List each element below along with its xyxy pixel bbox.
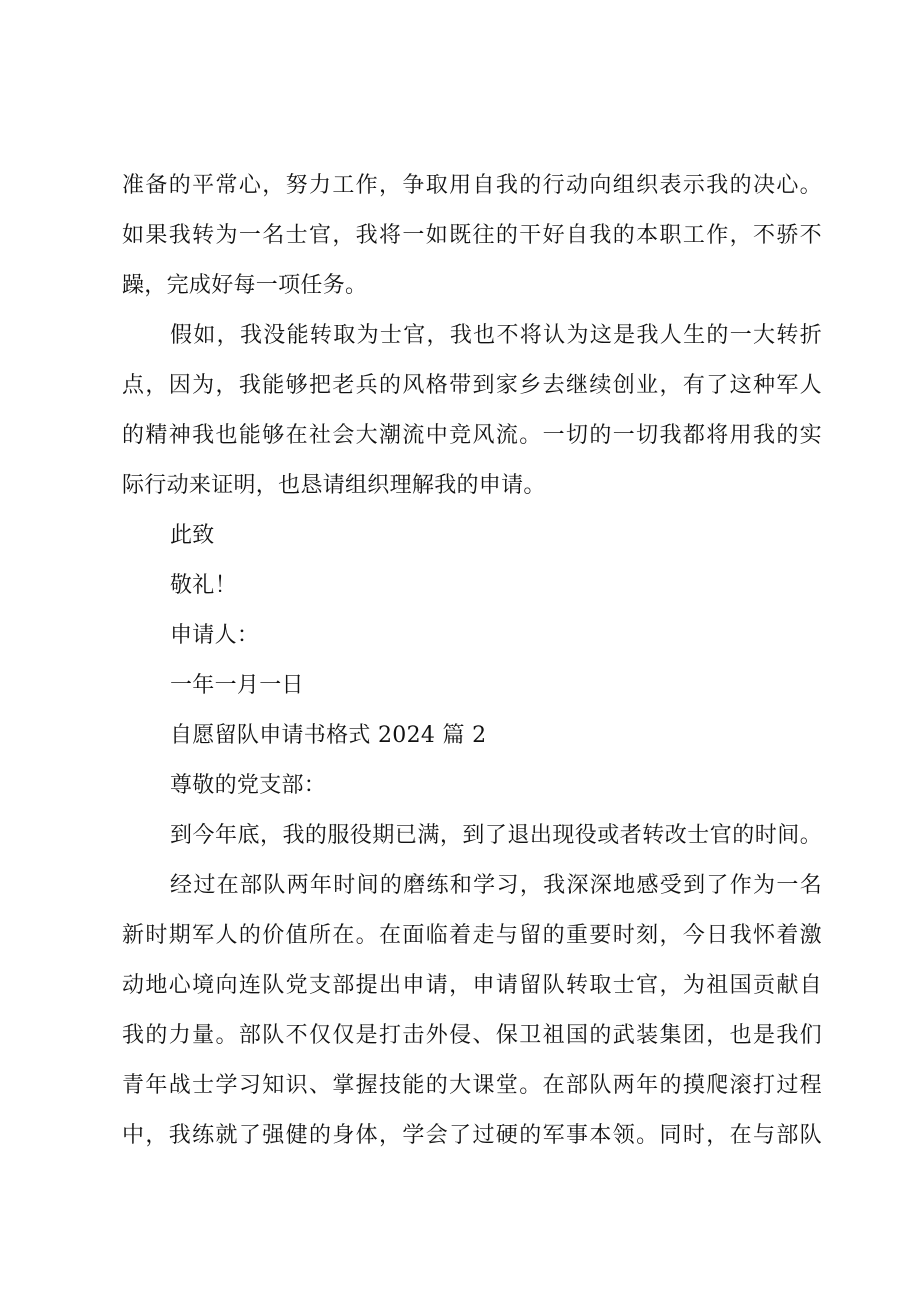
text-line: 际行动来证明，也恳请组织理解我的申请。	[122, 473, 546, 498]
text-line: 我的力量。部队不仅仅是打击外侵、保卫祖国的武装集团，也是我们	[122, 1023, 822, 1048]
paragraph-start-line: 假如，我没能转取为士官，我也不将认为这是我人生的一大转折	[170, 323, 822, 348]
applicant-label: 申请人：	[170, 623, 260, 648]
text-line: 动地心境向连队党支部提出申请，申请留队转取士官，为祖国贡献自	[122, 973, 822, 998]
text-line: 青年战士学习知识、掌握技能的大课堂。在部队两年的摸爬滚打过程	[122, 1073, 822, 1098]
text-line: 中，我练就了强健的身体，学会了过硬的军事本领。同时，在与部队	[122, 1123, 822, 1148]
section-heading: 自愿留队申请书格式 2024 篇 2	[170, 723, 487, 748]
closing-regards: 敬礼！	[170, 573, 237, 598]
paragraph-start-line: 经过在部队两年时间的磨练和学习，我深深地感受到了作为一名	[170, 873, 822, 898]
text-line: 新时期军人的价值所在。在面临着走与留的重要时刻，今日我怀着激	[122, 923, 822, 948]
closing-salutation: 此致	[170, 523, 215, 548]
text-line: 点，因为，我能够把老兵的风格带到家乡去继续创业，有了这种军人	[122, 373, 822, 398]
text-line: 的精神我也能够在社会大潮流中竞风流。一切的一切我都将用我的实	[122, 423, 822, 448]
text-line: 躁，完成好每一项任务。	[122, 273, 368, 298]
text-line: 准备的平常心，努力工作，争取用自我的行动向组织表示我的决心。	[122, 173, 822, 198]
paragraph-start-line: 到今年底，我的服役期已满，到了退出现役或者转改士官的时间。	[170, 823, 822, 848]
date-line: 一年一月一日	[170, 673, 304, 698]
text-line: 如果我转为一名士官，我将一如既往的干好自我的本职工作，不骄不	[122, 223, 822, 248]
greeting: 尊敬的党支部：	[170, 773, 327, 798]
